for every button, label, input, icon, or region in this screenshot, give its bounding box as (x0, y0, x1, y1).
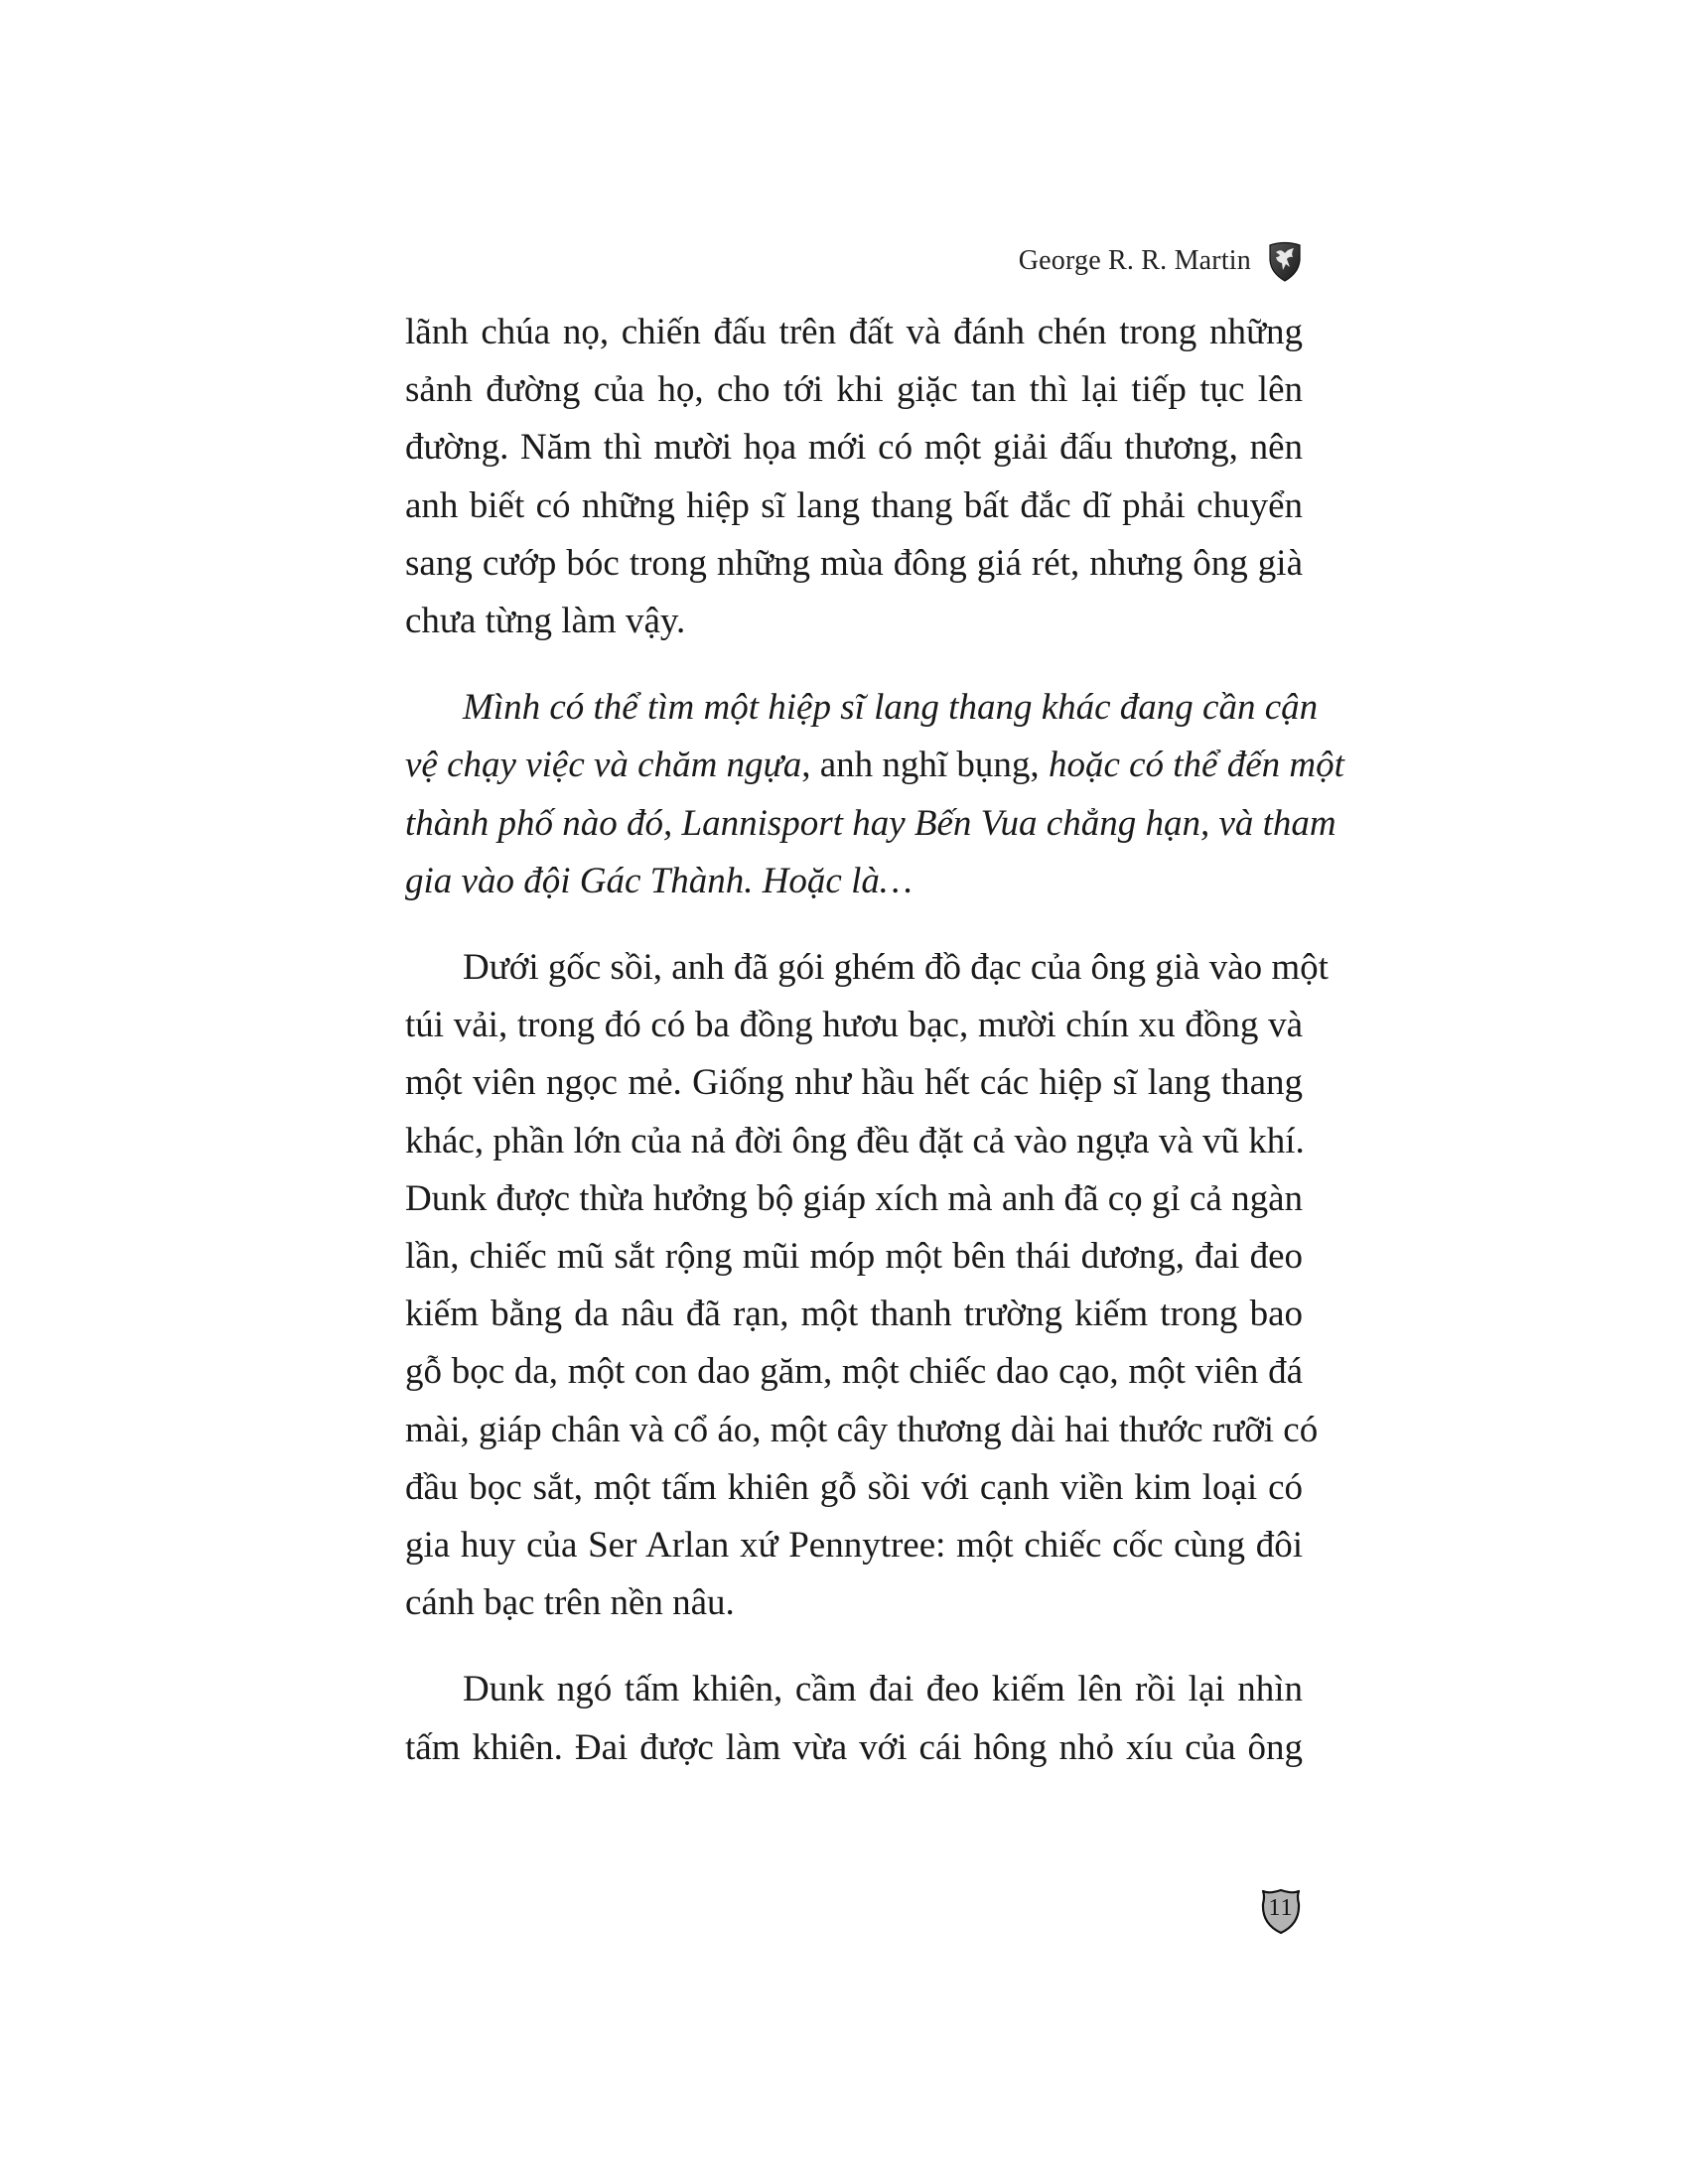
dragon-shield-icon (1267, 240, 1303, 282)
text-line: gỗ bọc da, một con dao găm, một chiếc dao cạo, một viên đá (405, 1351, 1303, 1393)
text-line: kiếm bằng da nâu đã rạn, một thanh trường kiếm trong bao (405, 1294, 1303, 1335)
page-number-badge (1259, 1886, 1303, 1936)
text-line: lần, chiếc mũ sắt rộng mũi móp một bên thái dương, đai đeo (405, 1236, 1303, 1278)
text-line: Dunk ngó tấm khiên, cầm đai đeo kiếm lên rồi lại nhìn (463, 1669, 1303, 1710)
italic-segment: Mình có thể tìm một hiệp sĩ lang thang khác đang cần cận (463, 687, 1319, 729)
text-line: cánh bạc trên nền nâu. (405, 1582, 735, 1624)
paragraph-1 (405, 304, 1303, 650)
paragraph-3 (405, 939, 1329, 1632)
text-line (405, 853, 1303, 910)
text-line: sang cướp bóc trong những mùa đông giá rét, nhưng ông già (405, 542, 1303, 584)
italic-segment: gia vào đội Gác Thành. Hoặc là… (405, 860, 913, 901)
text-line: một viên ngọc mẻ. Giống như hầu hết các hiệp sĩ lang thang (405, 1062, 1303, 1104)
text-line: chưa từng làm vậy. (405, 601, 686, 642)
text-line (405, 679, 1319, 737)
running-head (894, 236, 1303, 286)
text-line: khác, phần lớn của nả đời ông đều đặt cả vào ngựa và vũ khí. (405, 1120, 1305, 1161)
text-line: Dunk được thừa hưởng bộ giáp xích mà anh đã cọ gỉ cả ngàn (405, 1177, 1303, 1219)
roman-segment: , anh nghĩ bụng, (801, 745, 1049, 786)
italic-segment: thành phố nào đó, Lannisport hay Bến Vua chẳng hạn, và tham (405, 802, 1336, 844)
text-line: lãnh chúa nọ, chiến đấu trên đất và đánh chén trong những (405, 312, 1303, 352)
italic-segment: vệ chạy việc và chăm ngựa (405, 745, 802, 786)
body-text (405, 304, 1344, 1777)
text-line: đầu bọc sắt, một tấm khiên gỗ sồi với cạnh viền kim loại có (405, 1466, 1303, 1508)
text-line: tấm khiên. Đai được làm vừa với cái hông nhỏ xíu của ông (405, 1726, 1303, 1768)
text-line (405, 795, 1336, 853)
page-number: 11 (1268, 1895, 1294, 1921)
text-line: đường. Năm thì mười họa mới có một giải đấu thương, nên (405, 427, 1303, 469)
text-line (405, 737, 1344, 794)
text-line: Dưới gốc sồi, anh đã gói ghém đồ đạc của ông già vào một (463, 947, 1329, 989)
text-line: anh biết có những hiệp sĩ lang thang bất đắc dĩ phải chuyển (405, 484, 1303, 526)
text-line: sảnh đường của họ, cho tới khi giặc tan thì lại tiếp tục lên (405, 369, 1303, 411)
text-line: mài, giáp chân và cổ áo, một cây thương dài hai thước rưỡi có (405, 1409, 1319, 1450)
paragraph-4 (405, 1661, 1303, 1776)
italic-segment: hoặc có thể đến một (1048, 745, 1344, 786)
text-line: gia huy của Ser Arlan xứ Pennytree: một chiếc cốc cùng đôi (405, 1525, 1303, 1567)
text-line: túi vải, trong đó có ba đồng hươu bạc, mười chín xu đồng và (405, 1005, 1303, 1046)
author-name: George R. R. Martin (1018, 245, 1251, 276)
paragraph-2-italic-thought (405, 679, 1344, 910)
